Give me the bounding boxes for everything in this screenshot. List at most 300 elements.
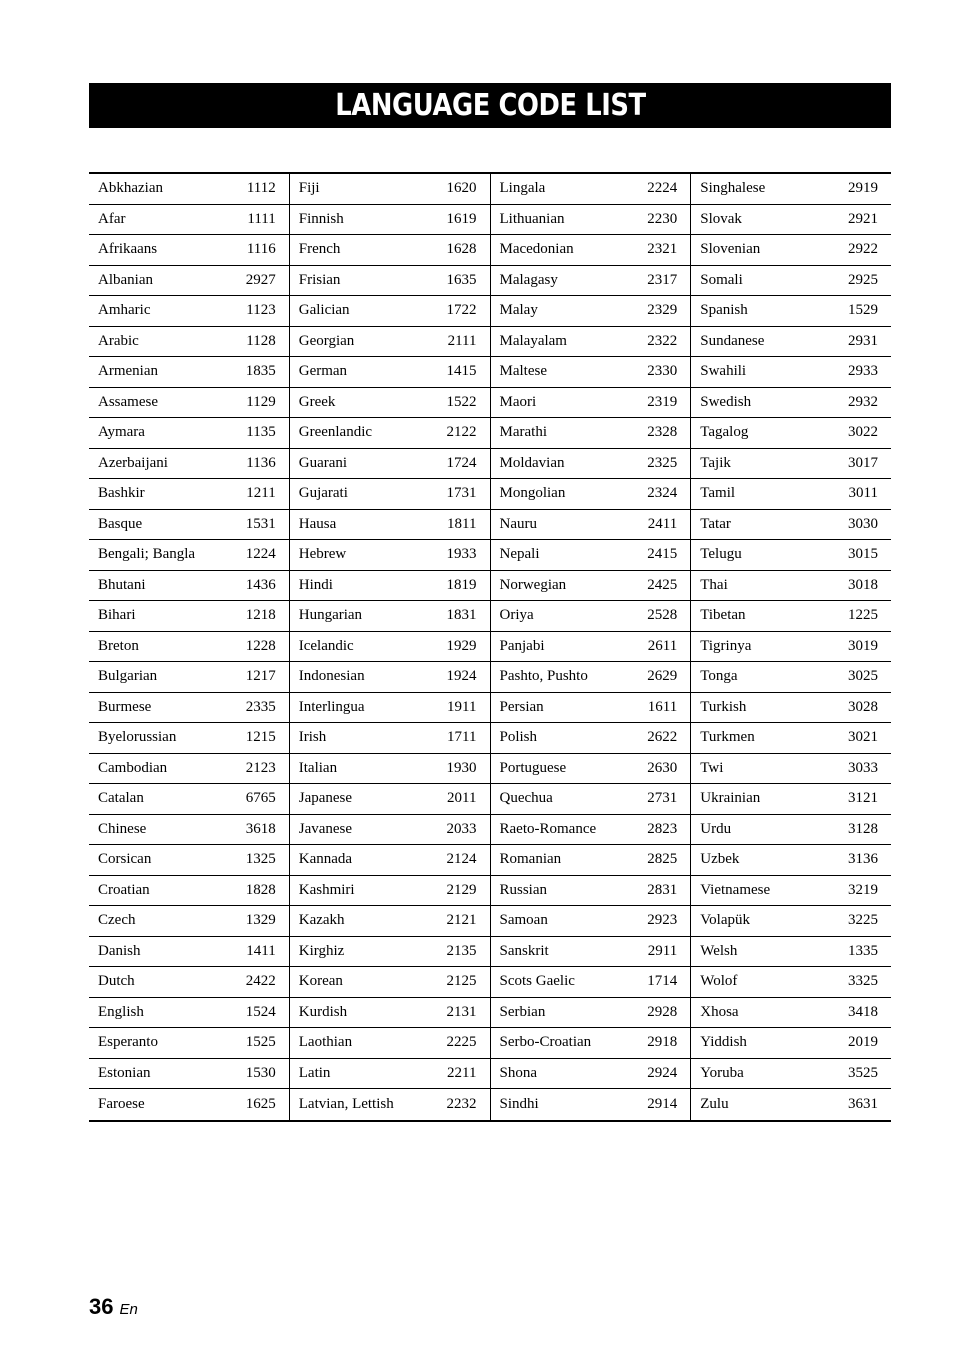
table-row — [290, 1089, 490, 1120]
language-code: 1722 — [446, 302, 477, 319]
language-code: 2528 — [647, 607, 678, 624]
language-code: 1135 — [246, 424, 276, 441]
language-name: Russian — [499, 881, 548, 898]
page-title-bar — [89, 83, 891, 128]
table-row — [491, 174, 691, 205]
language-name: Moldavian — [499, 454, 565, 471]
language-code: 2232 — [446, 1095, 477, 1112]
language-code: 2124 — [446, 851, 477, 868]
language-code: 1628 — [446, 241, 477, 258]
language-name: Romanian — [499, 851, 562, 868]
language-name: Byelorussian — [98, 729, 177, 746]
language-code: 1529 — [848, 302, 878, 319]
table-row — [491, 205, 691, 236]
language-code: 1329 — [245, 912, 276, 929]
table-row — [290, 205, 490, 236]
language-code: 2135 — [446, 942, 477, 959]
language-name: Swedish — [700, 393, 752, 410]
language-name: Tamil — [700, 485, 736, 502]
language-name: Yoruba — [700, 1064, 744, 1081]
language-name: Maltese — [499, 363, 547, 380]
language-name: Hindi — [298, 576, 333, 593]
language-name: Singhalese — [700, 180, 766, 197]
table-row — [691, 815, 891, 846]
table-row — [491, 418, 691, 449]
language-name: Icelandic — [298, 637, 354, 654]
table-row — [89, 876, 289, 907]
language-code: 1531 — [245, 515, 276, 532]
table-row — [89, 662, 289, 693]
table-row — [290, 632, 490, 663]
language-name: Uzbek — [700, 851, 740, 868]
language-code: 2925 — [848, 271, 878, 288]
language-name: Tibetan — [700, 607, 746, 624]
language-code: 2225 — [446, 1034, 477, 1051]
table-row — [89, 388, 289, 419]
table-row — [691, 876, 891, 907]
table-row — [691, 479, 891, 510]
language-name: Tonga — [700, 668, 738, 685]
language-code: 1218 — [245, 607, 276, 624]
language-code: 1123 — [246, 302, 276, 319]
language-code: 3219 — [848, 881, 878, 898]
table-row — [491, 388, 691, 419]
language-code: 3017 — [848, 454, 878, 471]
table-row — [290, 388, 490, 419]
language-name: Persian — [499, 698, 544, 715]
language-name: Hausa — [298, 515, 337, 532]
language-name: Yiddish — [700, 1034, 747, 1051]
language-name: Armenian — [98, 363, 158, 380]
language-name: Macedonian — [499, 241, 574, 258]
language-code: 1411 — [246, 942, 276, 959]
language-code: 2411 — [647, 515, 678, 532]
table-row — [691, 540, 891, 571]
language-code: 1415 — [446, 363, 477, 380]
language-code: 3022 — [848, 424, 878, 441]
table-row — [290, 998, 490, 1029]
language-name: Afar — [98, 210, 126, 227]
language-name: Japanese — [298, 790, 353, 807]
language-name: Galician — [298, 302, 350, 319]
table-row — [691, 632, 891, 663]
language-code: 2330 — [647, 363, 678, 380]
table-row — [290, 571, 490, 602]
language-code: 2629 — [647, 668, 678, 685]
language-name: Kirghiz — [298, 942, 345, 959]
table-row — [491, 449, 691, 480]
language-name: Javanese — [298, 820, 353, 837]
language-name: Portuguese — [499, 759, 567, 776]
language-code: 2425 — [647, 576, 678, 593]
language-code: 1215 — [245, 729, 276, 746]
table-row — [89, 845, 289, 876]
language-name: Turkmen — [700, 729, 755, 746]
language-code: 1335 — [848, 942, 878, 959]
table-column — [89, 174, 289, 1120]
language-name: German — [298, 363, 348, 380]
table-row — [491, 632, 691, 663]
table-row — [290, 510, 490, 541]
language-name: Pashto, Pushto — [499, 668, 588, 685]
language-name: Italian — [298, 759, 338, 776]
table-row — [89, 327, 289, 358]
language-code: 3011 — [848, 485, 878, 502]
language-name: English — [98, 1003, 144, 1020]
language-code: 1711 — [447, 729, 477, 746]
table-row — [491, 540, 691, 571]
language-name: Abkhazian — [98, 180, 163, 197]
language-code: 1217 — [245, 668, 276, 685]
table-column — [289, 174, 490, 1120]
table-row — [491, 937, 691, 968]
table-row — [491, 266, 691, 297]
table-row — [691, 418, 891, 449]
language-name: Swahili — [700, 363, 747, 380]
language-name: Aymara — [98, 424, 145, 441]
language-code: 2125 — [446, 973, 477, 990]
language-name: Gujarati — [298, 485, 348, 502]
table-row — [691, 296, 891, 327]
language-name: Wolof — [700, 973, 738, 990]
language-code: 3136 — [848, 851, 878, 868]
table-row — [290, 754, 490, 785]
table-row — [691, 205, 891, 236]
language-name: Kurdish — [298, 1003, 348, 1020]
language-code: 2324 — [647, 485, 678, 502]
language-code: 1112 — [246, 180, 276, 197]
language-name: Malayalam — [499, 332, 567, 349]
language-code: 1933 — [446, 546, 477, 563]
table-row — [89, 174, 289, 205]
table-row — [89, 754, 289, 785]
language-code: 2932 — [848, 393, 878, 410]
language-name: Basque — [98, 515, 143, 532]
table-row — [290, 296, 490, 327]
language-code: 2328 — [647, 424, 678, 441]
table-row — [89, 1089, 289, 1120]
language-name: Latin — [298, 1064, 331, 1081]
language-name: Ukrainian — [700, 790, 761, 807]
language-code: 3015 — [848, 546, 878, 563]
table-row — [89, 296, 289, 327]
language-name: Assamese — [98, 393, 158, 410]
language-code: 1731 — [446, 485, 477, 502]
table-row — [491, 723, 691, 754]
language-code: 1116 — [246, 241, 276, 258]
table-row — [290, 967, 490, 998]
language-code: 1436 — [245, 576, 276, 593]
language-code: 1129 — [246, 393, 276, 410]
table-row — [290, 357, 490, 388]
language-name: Maori — [499, 393, 537, 410]
language-code: 3021 — [848, 729, 878, 746]
language-code-table — [89, 172, 891, 1122]
language-name: Catalan — [98, 790, 144, 807]
language-name: Samoan — [499, 912, 548, 929]
language-code: 3225 — [848, 912, 878, 929]
language-name: Afrikaans — [98, 241, 158, 258]
language-name: Malagasy — [499, 271, 558, 288]
table-row — [290, 815, 490, 846]
language-code: 2927 — [245, 271, 276, 288]
table-row — [691, 357, 891, 388]
language-code: 1524 — [245, 1003, 276, 1020]
language-code: 2831 — [647, 881, 678, 898]
language-code: 1136 — [246, 454, 276, 471]
table-row — [691, 235, 891, 266]
table-row — [290, 235, 490, 266]
language-code: 1525 — [245, 1034, 276, 1051]
language-code: 3618 — [245, 820, 276, 837]
language-name: Shona — [499, 1064, 537, 1081]
table-column — [690, 174, 891, 1120]
table-row — [290, 723, 490, 754]
language-code: 3019 — [848, 637, 878, 654]
table-row — [491, 1059, 691, 1090]
page-title: LANGUAGE CODE LIST — [334, 88, 646, 123]
language-name: Frisian — [298, 271, 341, 288]
language-code: 2121 — [446, 912, 477, 929]
language-name: Fiji — [298, 180, 320, 197]
table-row — [691, 754, 891, 785]
table-row — [290, 845, 490, 876]
table-row — [89, 449, 289, 480]
language-code: 2122 — [446, 424, 477, 441]
language-code: 1225 — [848, 607, 878, 624]
language-name: Lithuanian — [499, 210, 565, 227]
language-name: Telugu — [700, 546, 742, 563]
language-name: Greenlandic — [298, 424, 373, 441]
language-name: Sindhi — [499, 1095, 539, 1112]
table-row — [290, 540, 490, 571]
table-row — [491, 845, 691, 876]
language-code: 1530 — [245, 1064, 276, 1081]
language-name: Indonesian — [298, 668, 365, 685]
language-name: Bulgarian — [98, 668, 158, 685]
language-code: 2919 — [848, 180, 878, 197]
language-name: Greek — [298, 393, 336, 410]
language-code: 2211 — [447, 1064, 477, 1081]
language-name: Tajik — [700, 454, 731, 471]
table-row — [89, 357, 289, 388]
table-row — [491, 906, 691, 937]
table-row — [89, 632, 289, 663]
language-name: Raeto-Romance — [499, 820, 597, 837]
language-code: 2319 — [647, 393, 678, 410]
language-code: 2911 — [647, 942, 678, 959]
language-name: Sanskrit — [499, 942, 549, 959]
table-row — [691, 784, 891, 815]
language-code: 1111 — [247, 210, 276, 227]
language-name: French — [298, 241, 341, 258]
language-code: 2630 — [647, 759, 678, 776]
language-code: 2011 — [447, 790, 477, 807]
language-name: Guarani — [298, 454, 348, 471]
language-name: Twi — [700, 759, 724, 776]
language-code: 1325 — [245, 851, 276, 868]
language-name: Latvian, Lettish — [298, 1095, 394, 1112]
language-code: 2611 — [647, 637, 678, 654]
language-code: 2111 — [447, 332, 477, 349]
language-code: 2922 — [848, 241, 878, 258]
table-row — [89, 937, 289, 968]
page-number: 36 — [89, 1294, 114, 1319]
language-code: 1619 — [446, 210, 477, 227]
language-name: Cambodian — [98, 759, 168, 776]
language-code: 2129 — [446, 881, 477, 898]
language-name: Kazakh — [298, 912, 345, 929]
language-name: Corsican — [98, 851, 152, 868]
language-name: Mongolian — [499, 485, 566, 502]
language-name: Norwegian — [499, 576, 567, 593]
language-code: 1522 — [446, 393, 477, 410]
language-name: Nauru — [499, 515, 537, 532]
table-row — [491, 235, 691, 266]
table-row — [491, 479, 691, 510]
table-row — [89, 601, 289, 632]
language-code: 1835 — [245, 363, 276, 380]
language-name: Interlingua — [298, 698, 365, 715]
table-column — [490, 174, 691, 1120]
language-name: Arabic — [98, 332, 139, 349]
language-code: 1228 — [245, 637, 276, 654]
language-code: 2933 — [848, 363, 878, 380]
language-code: 2322 — [647, 332, 678, 349]
language-name: Georgian — [298, 332, 355, 349]
table-row — [290, 784, 490, 815]
language-name: Esperanto — [98, 1034, 158, 1051]
table-row — [491, 693, 691, 724]
language-name: Slovenian — [700, 241, 761, 258]
language-name: Bengali; Bangla — [98, 546, 196, 563]
language-code: 2924 — [647, 1064, 678, 1081]
language-code: 2325 — [647, 454, 678, 471]
language-name: Burmese — [98, 698, 152, 715]
language-name: Malay — [499, 302, 538, 319]
table-row — [491, 510, 691, 541]
table-row — [89, 815, 289, 846]
language-code: 2931 — [848, 332, 878, 349]
language-name: Amharic — [98, 302, 151, 319]
table-row — [89, 266, 289, 297]
language-code: 1819 — [446, 576, 477, 593]
language-name: Finnish — [298, 210, 344, 227]
language-name: Welsh — [700, 942, 738, 959]
language-code: 3018 — [848, 576, 878, 593]
language-name: Marathi — [499, 424, 547, 441]
language-code: 1828 — [245, 881, 276, 898]
language-name: Korean — [298, 973, 343, 990]
table-row — [691, 510, 891, 541]
language-code: 2123 — [245, 759, 276, 776]
language-code: 3128 — [848, 820, 878, 837]
language-code: 2731 — [647, 790, 678, 807]
table-row — [491, 784, 691, 815]
language-code: 3025 — [848, 668, 878, 685]
language-name: Thai — [700, 576, 728, 593]
language-code: 1211 — [246, 485, 276, 502]
table-row — [290, 876, 490, 907]
table-row — [691, 662, 891, 693]
table-row — [290, 418, 490, 449]
language-name: Albanian — [98, 271, 153, 288]
language-code: 1929 — [446, 637, 477, 654]
table-row — [89, 693, 289, 724]
language-name: Bashkir — [98, 485, 145, 502]
language-name: Hebrew — [298, 546, 347, 563]
language-code: 1625 — [245, 1095, 276, 1112]
language-code: 1911 — [447, 698, 477, 715]
language-name: Sundanese — [700, 332, 765, 349]
language-name: Danish — [98, 942, 141, 959]
table-row — [691, 571, 891, 602]
table-row — [290, 1059, 490, 1090]
language-name: Scots Gaelic — [499, 973, 575, 990]
language-name: Serbian — [499, 1003, 546, 1020]
language-name: Urdu — [700, 820, 732, 837]
table-row — [691, 1089, 891, 1120]
table-row — [290, 937, 490, 968]
language-code: 1930 — [446, 759, 477, 776]
table-row — [89, 723, 289, 754]
language-name: Volapük — [700, 912, 750, 929]
language-code: 1714 — [647, 973, 678, 990]
language-name: Dutch — [98, 973, 135, 990]
language-name: Oriya — [499, 607, 534, 624]
language-code: 6765 — [245, 790, 276, 807]
language-code: 3028 — [848, 698, 878, 715]
language-code: 2019 — [848, 1034, 878, 1051]
table-row — [691, 449, 891, 480]
language-name: Nepali — [499, 546, 540, 563]
table-row — [691, 998, 891, 1029]
table-row — [290, 174, 490, 205]
table-row — [491, 967, 691, 998]
language-code: 3030 — [848, 515, 878, 532]
language-code: 3033 — [848, 759, 878, 776]
table-row — [290, 601, 490, 632]
language-name: Laothian — [298, 1034, 353, 1051]
table-row — [89, 418, 289, 449]
table-row — [691, 693, 891, 724]
table-row — [89, 967, 289, 998]
language-code: 3325 — [848, 973, 878, 990]
language-code: 1224 — [245, 546, 276, 563]
table-row — [491, 571, 691, 602]
language-code: 1635 — [446, 271, 477, 288]
language-name: Azerbaijani — [98, 454, 168, 471]
language-name: Spanish — [700, 302, 748, 319]
language-code: 1811 — [447, 515, 477, 532]
language-code: 1128 — [246, 332, 276, 349]
language-name: Somali — [700, 271, 743, 288]
table-row — [691, 967, 891, 998]
table-row — [89, 571, 289, 602]
table-row — [691, 723, 891, 754]
language-name: Chinese — [98, 820, 147, 837]
language-code: 2422 — [245, 973, 276, 990]
language-code: 2329 — [647, 302, 678, 319]
table-row — [89, 906, 289, 937]
table-row — [290, 449, 490, 480]
table-row — [691, 1059, 891, 1090]
language-code: 2928 — [647, 1003, 678, 1020]
language-code: 3418 — [848, 1003, 878, 1020]
page-footer — [89, 1294, 138, 1320]
table-row — [290, 906, 490, 937]
table-row — [290, 693, 490, 724]
